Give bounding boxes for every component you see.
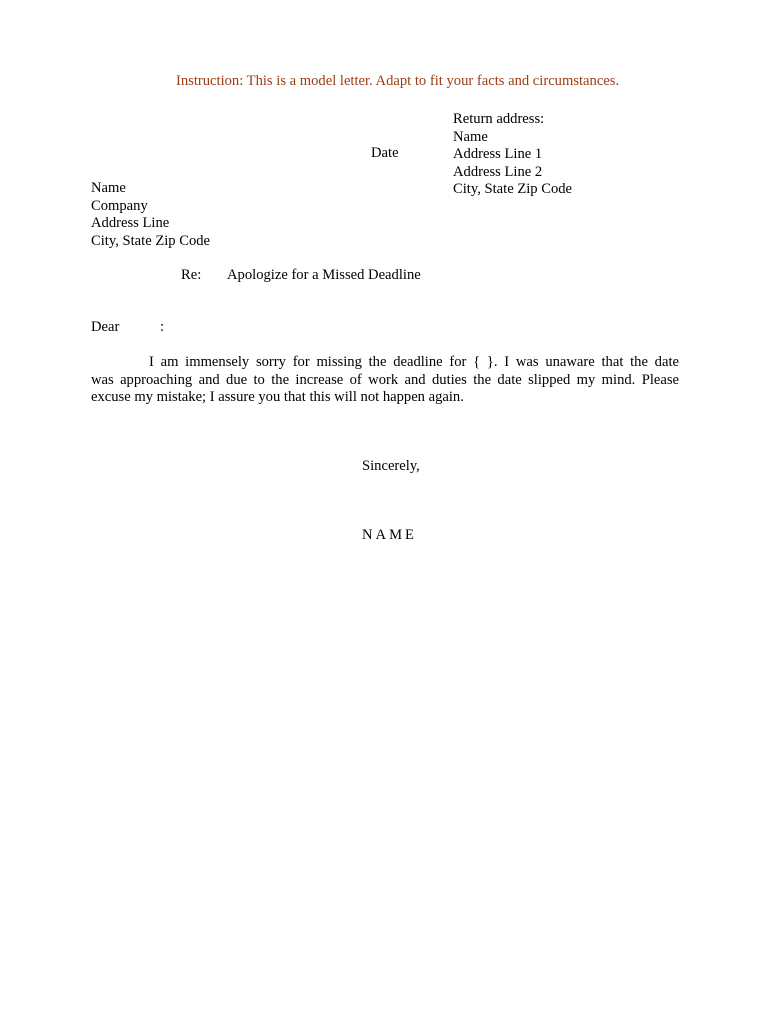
recipient-company: Company — [91, 197, 148, 214]
recipient-block — [91, 180, 210, 250]
body-line-2: was approaching and due to the increase of work and duties the date slipped my mind. Please — [91, 371, 679, 388]
letter-date: Date — [371, 145, 399, 161]
recipient-address: Address Line — [91, 215, 170, 231]
recipient-name: Name — [91, 180, 126, 196]
return-address-name: Name — [453, 128, 488, 145]
recipient-city-state-zip: City, State Zip Code — [91, 232, 211, 249]
body-line-3: excuse my mistake; I assure you that this will not happen again. — [91, 389, 464, 405]
salutation-colon: : — [160, 319, 165, 335]
closing: Sincerely, — [362, 458, 420, 474]
return-address-city-state-zip: City, State Zip Code — [453, 181, 573, 197]
body-line-1: I am immensely sorry for missing the deadline for { }. I was unaware that the date — [149, 354, 679, 370]
re-subject: Apologize for a Missed Deadline — [227, 267, 421, 283]
return-address-block — [453, 111, 572, 199]
return-address-label: Return address: — [453, 111, 545, 127]
signature-name: NAME — [362, 527, 417, 543]
letter-body — [91, 354, 679, 407]
salutation-dear: Dear — [91, 319, 120, 335]
return-address-line-2: Address Line 2 — [453, 163, 543, 180]
instruction-note: Instruction: This is a model letter. Adapt to fit your facts and circumstances. — [176, 73, 620, 89]
re-label: Re: — [181, 267, 202, 283]
return-address-line-1: Address Line 1 — [453, 146, 543, 162]
